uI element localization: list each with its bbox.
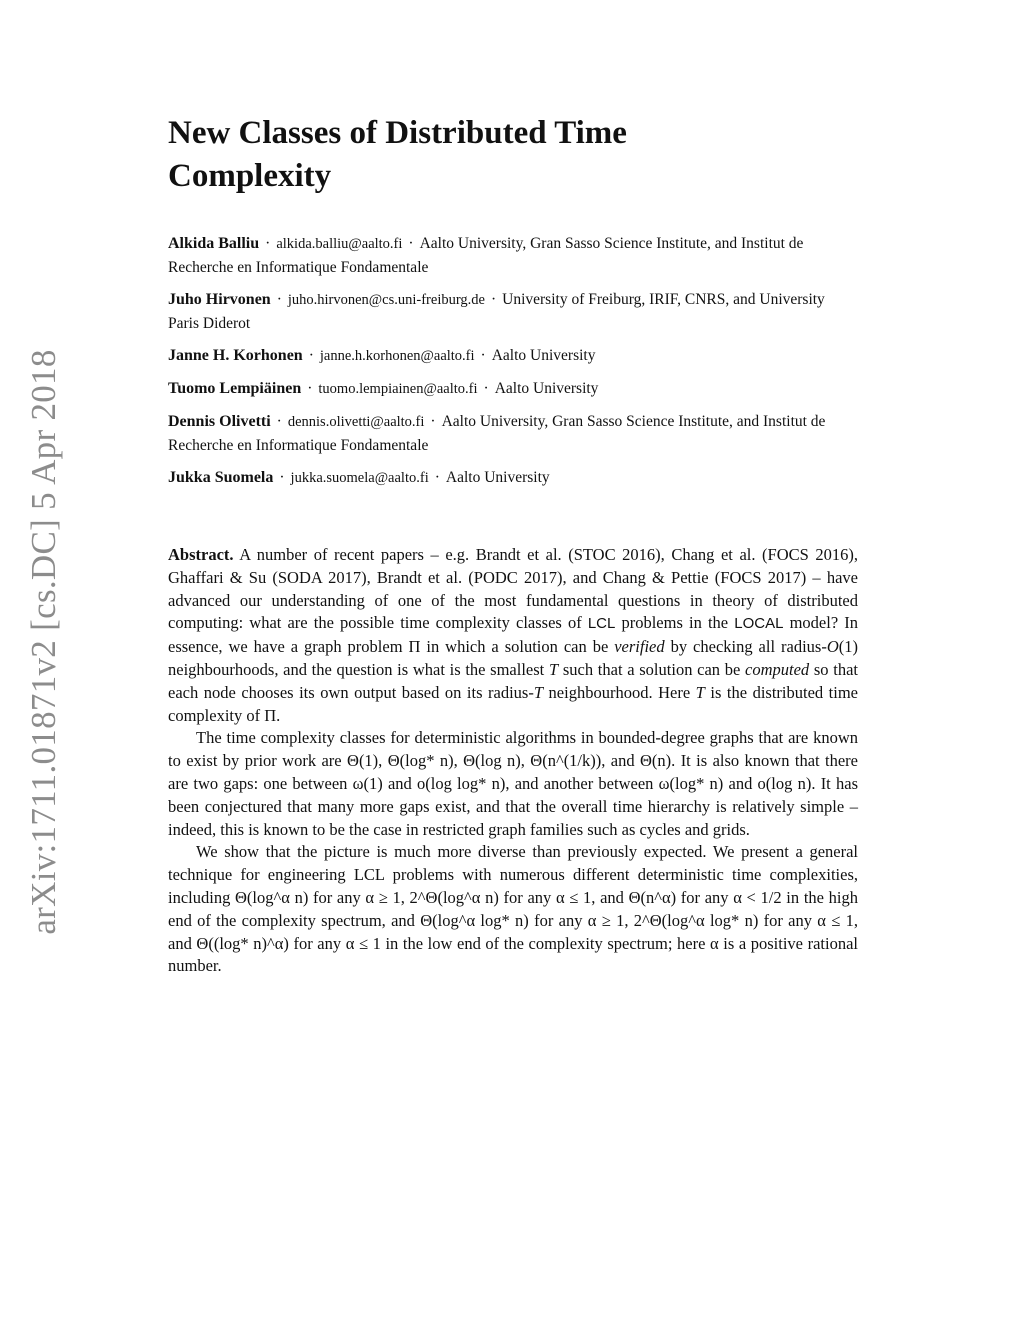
separator: · bbox=[434, 469, 440, 486]
author-affiliation: University of Freiburg, IRIF, CNRS, and University Paris Diderot bbox=[168, 291, 825, 332]
separator: · bbox=[279, 469, 285, 486]
author-affiliation: Aalto University, Gran Sasso Science Institute, and Institut de Recherche en Informatique Fondamentale bbox=[168, 413, 826, 454]
abstract-text: problems in the bbox=[615, 613, 735, 633]
abstract-text: neighbourhood. Here bbox=[543, 682, 696, 702]
separator: · bbox=[276, 291, 282, 308]
separator: · bbox=[276, 413, 282, 430]
author-entry bbox=[168, 377, 858, 401]
abstract-text: such that a solution can be bbox=[558, 659, 746, 679]
abstract-paragraph-2: The time complexity classes for deterministic algorithms in bounded-degree graphs that are known to exist by prior work are Θ(1), Θ(log* n), Θ(log n), Θ(n^(1/k)), and Θ(n). It is also known that there are two gaps: one between ω(1) and o(log log* n), and another between ω(log* n) and o(log n). It has been conjectured that many more gaps exist, and that the overall time hierarchy is relatively simple – indeed, this is known to be the case in restricted graph families such as cycles and grids. bbox=[168, 728, 858, 839]
author-email: alkida.balliu@aalto.fi bbox=[276, 236, 403, 252]
separator: · bbox=[483, 380, 489, 397]
separator: · bbox=[408, 235, 414, 252]
author-affiliation: Aalto University bbox=[494, 380, 599, 397]
title-line-2: Complexity bbox=[168, 158, 332, 194]
author-affiliation: Aalto University bbox=[491, 347, 596, 364]
author-email: juho.hirvonen@cs.uni-freiburg.de bbox=[287, 292, 485, 308]
author-email: janne.h.korhonen@aalto.fi bbox=[319, 348, 475, 364]
author-email: tuomo.lempiainen@aalto.fi bbox=[318, 381, 478, 397]
abstract-text: by checking all radius- bbox=[664, 637, 827, 657]
author-name: Jukka Suomela bbox=[168, 469, 274, 486]
paper-title bbox=[168, 112, 858, 198]
author-name: Tuomo Lempiäinen bbox=[168, 380, 302, 397]
math-symbol: T bbox=[533, 682, 544, 702]
author-name: Juho Hirvonen bbox=[168, 291, 271, 308]
lcl-term: LCL bbox=[587, 615, 616, 633]
author-name: Alkida Balliu bbox=[168, 235, 260, 252]
abstract-text: so that each node chooses its own output based on its radius- bbox=[168, 659, 858, 702]
author-entry bbox=[168, 466, 858, 490]
author-list bbox=[168, 232, 858, 499]
author-entry bbox=[168, 288, 858, 335]
abstract-text: is the distributed time complexity of Π. bbox=[168, 682, 858, 725]
abstract-text: model? In essence, we have a graph problem Π in which a solution can be bbox=[168, 613, 859, 657]
separator: · bbox=[480, 347, 486, 364]
separator: · bbox=[430, 413, 436, 430]
abstract-paragraph-3: We show that the picture is much more diverse than previously expected. We present a general technique for engineering LCL problems with numerous different deterministic time complexities, including Θ(log^α n) for any α ≥ 1, 2^Θ(log^α n) for any α ≤ 1, and Θ(n^α) for any α < 1/2 in the high end of the complexity spectrum, and Θ(log^α log* n) for any α ≥ 1, 2^Θ(log^α log* n) for any α ≤ 1, and Θ((log* n)^α) for any α ≤ 1 in the low end of the complexity spectrum; here α is a positive rational number. bbox=[168, 842, 858, 976]
arxiv-identifier: arXiv:1711.01871v2 [cs.DC] 5 Apr 2018 bbox=[24, 349, 63, 935]
abstract-label: Abstract. bbox=[168, 545, 234, 564]
separator: · bbox=[490, 291, 497, 308]
local-term: LOCAL bbox=[734, 615, 784, 633]
separator: · bbox=[307, 380, 313, 397]
emphasis-verified: verified bbox=[614, 637, 665, 657]
separator: · bbox=[308, 347, 314, 364]
abstract-text: A number of recent papers – e.g. Brandt et al. (STOC 2016), Chang et al. (FOCS 2016), Ghaffari & Su (SODA 2017), Brandt et al. (PODC 2017), and Chang & Pettie (FOCS 2017) – have advanced our understanding of one of the most fundamental questions in theory of distributed computing: what are the possible time complexity classes of bbox=[168, 545, 858, 633]
math-symbol: T bbox=[548, 659, 559, 679]
math-symbol: O bbox=[826, 637, 839, 657]
author-entry bbox=[168, 232, 858, 279]
abstract bbox=[168, 544, 858, 978]
title-line-1: New Classes of Distributed Time bbox=[168, 115, 627, 151]
author-name: Dennis Olivetti bbox=[168, 413, 271, 430]
author-email: dennis.olivetti@aalto.fi bbox=[287, 414, 425, 430]
author-name: Janne H. Korhonen bbox=[168, 347, 303, 364]
author-affiliation: Aalto University, Gran Sasso Science Institute, and Institut de Recherche en Informatique Fondamentale bbox=[168, 235, 804, 276]
author-entry bbox=[168, 344, 858, 368]
separator: · bbox=[265, 235, 271, 252]
abstract-text: (1) neighbourhoods, and the question is what is the smallest bbox=[168, 637, 858, 679]
abstract-paragraph-1 bbox=[168, 544, 858, 727]
author-email: jukka.suomela@aalto.fi bbox=[290, 470, 429, 486]
author-affiliation: Aalto University bbox=[445, 469, 550, 486]
emphasis-computed: computed bbox=[745, 659, 810, 679]
author-entry bbox=[168, 410, 858, 457]
math-symbol: T bbox=[695, 682, 705, 702]
